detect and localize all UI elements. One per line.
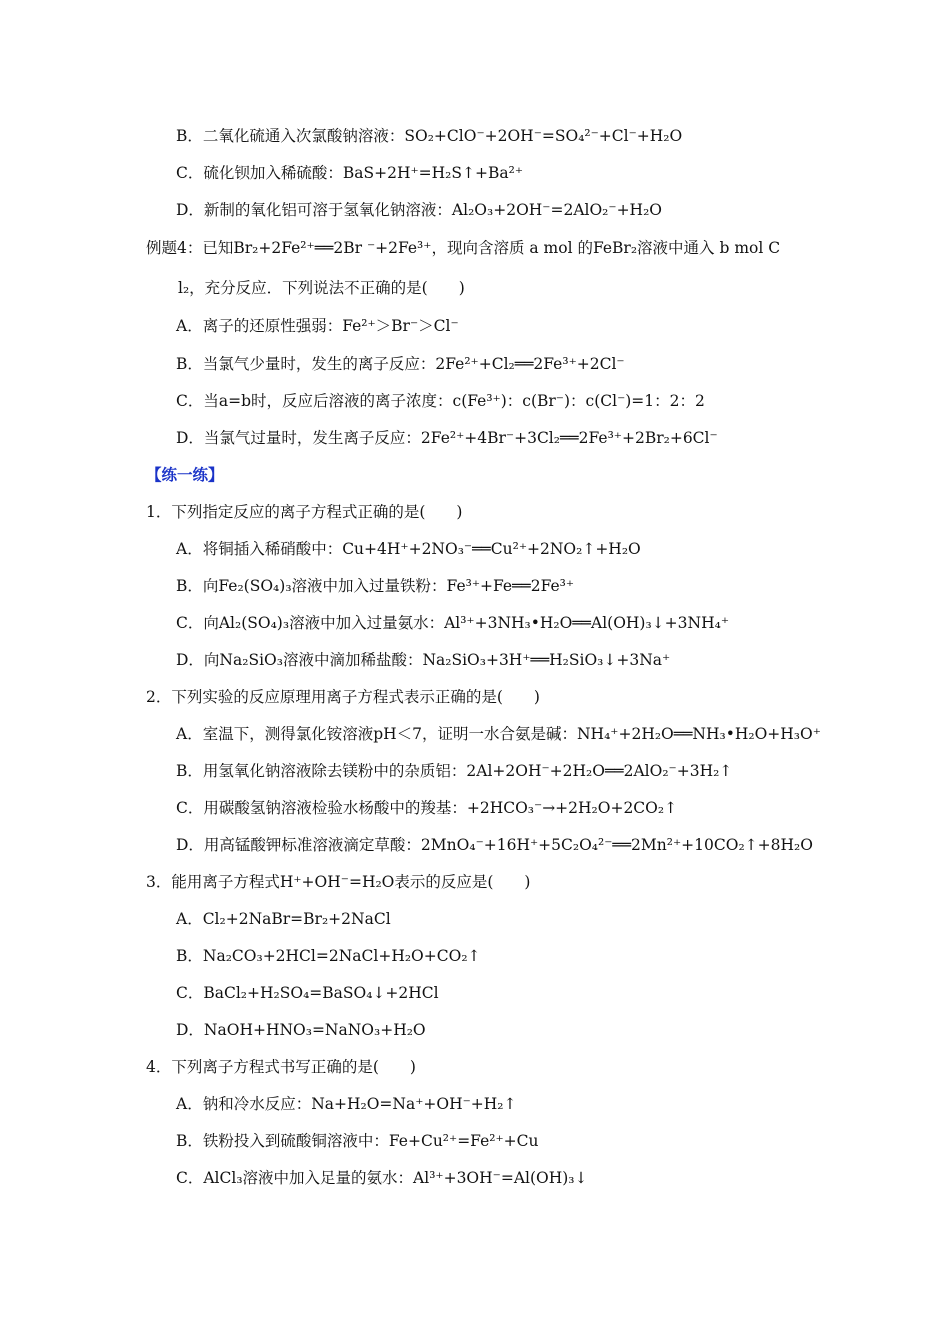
q4-option-c: C．AlCl₃溶液中加入足量的氨水：Al³⁺+3OH⁻=Al(OH)₃↓ (176, 1169, 588, 1187)
q1-option-c: C．向Al₂(SO₄)₃溶液中加入过量氨水：Al³⁺+3NH₃•H₂O══Al(OH)₃↓+3NH₄⁺ (176, 614, 729, 632)
example4-option-d: D．当氯气过量时，发生离子反应：2Fe²⁺+4Br⁻+3Cl₂══2Fe³⁺+2Br₂+6Cl⁻ (176, 429, 718, 447)
q2-option-a: A．室温下，测得氯化铵溶液pH＜7，证明一水合氨是碱：NH₄⁺+2H₂O══NH₃•H₂O+H₃O⁺ (176, 725, 821, 743)
q3-option-c: C．BaCl₂+H₂SO₄=BaSO₄↓+2HCl (176, 984, 439, 1002)
q2-option-d: D．用高锰酸钾标准溶液滴定草酸：2MnO₄⁻+16H⁺+5C₂O₄²⁻══2Mn²⁺+10CO₂↑+8H₂O (176, 836, 813, 854)
q1-option-a: A．将铜插入稀硝酸中：Cu+4H⁺+2NO₃⁻══Cu²⁺+2NO₂↑+H₂O (176, 540, 641, 558)
example4-stem-line2: l₂，充分反应．下列说法不正确的是( ) (178, 279, 465, 297)
q1-stem: 1．下列指定反应的离子方程式正确的是( ) (146, 503, 463, 521)
q1-option-b: B．向Fe₂(SO₄)₃溶液中加入过量铁粉：Fe³⁺+Fe══2Fe³⁺ (176, 577, 575, 595)
q4-option-b: B．铁粉投入到硫酸铜溶液中：Fe+Cu²⁺=Fe²⁺+Cu (176, 1132, 539, 1150)
example4-option-b: B．当氯气少量时，发生的离子反应：2Fe²⁺+Cl₂══2Fe³⁺+2Cl⁻ (176, 355, 625, 373)
example3-option-d: D．新制的氧化铝可溶于氢氧化钠溶液：Al₂O₃+2OH⁻=2AlO₂⁻+H₂O (176, 201, 662, 219)
example3-option-c: C．硫化钡加入稀硫酸：BaS+2H⁺=H₂S↑+Ba²⁺ (176, 164, 523, 182)
q3-option-d: D．NaOH+HNO₃=NaNO₃+H₂O (176, 1021, 426, 1039)
example4-stem-line1: 例题4：已知Br₂+2Fe²⁺══2Br ⁻+2Fe³⁺，现向含溶质 a mol 的FeBr₂溶液中通入 b mol C (146, 239, 781, 257)
example3-option-b: B．二氧化硫通入次氯酸钠溶液：SO₂+ClO⁻+2OH⁻=SO₄²⁻+Cl⁻+H₂O (176, 127, 683, 145)
q3-stem: 3．能用离子方程式H⁺+OH⁻=H₂O表示的反应是( ) (146, 873, 531, 891)
q3-option-a: A．Cl₂+2NaBr=Br₂+2NaCl (176, 910, 391, 928)
example4-option-a: A．离子的还原性强弱：Fe²⁺＞Br⁻＞Cl⁻ (176, 317, 459, 335)
q4-option-a: A．钠和冷水反应：Na+H₂O=Na⁺+OH⁻+H₂↑ (176, 1095, 517, 1113)
q2-stem: 2．下列实验的反应原理用离子方程式表示正确的是( ) (146, 688, 540, 706)
q3-option-b: B．Na₂CO₃+2HCl=2NaCl+H₂O+CO₂↑ (176, 947, 481, 965)
q1-option-d: D．向Na₂SiO₃溶液中滴加稀盐酸：Na₂SiO₃+3H⁺══H₂SiO₃↓+3Na⁺ (176, 651, 671, 669)
practice-heading: 【练一练】 (146, 465, 224, 484)
example4-option-c: C．当a=b时，反应后溶液的离子浓度：c(Fe³⁺)：c(Br⁻)：c(Cl⁻)=1：2：2 (176, 392, 705, 410)
q4-stem: 4．下列离子方程式书写正确的是( ) (146, 1058, 416, 1076)
q2-option-b: B．用氢氧化钠溶液除去镁粉中的杂质铝：2Al+2OH⁻+2H₂O══2AlO₂⁻+3H₂↑ (176, 762, 733, 780)
q2-option-c: C．用碳酸氢钠溶液检验水杨酸中的羧基：+2HCO₃⁻→+2H₂O+2CO₂↑ (176, 799, 678, 817)
